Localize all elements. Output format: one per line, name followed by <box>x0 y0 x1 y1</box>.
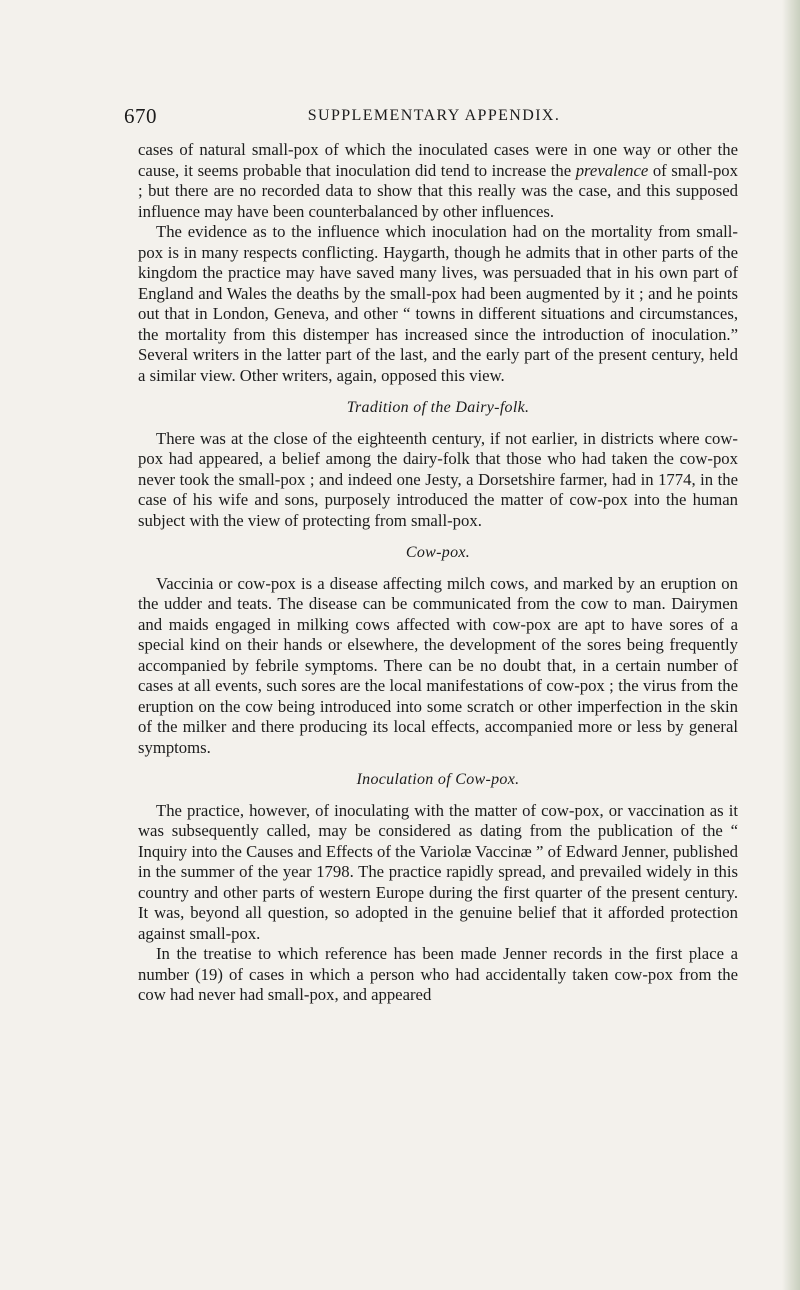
section-heading-cow-pox: Cow-pox. <box>405 544 471 561</box>
section-heading-inoculation: Inoculation of Cow-pox. <box>356 771 520 788</box>
running-head: SUPPLEMENTARY APPENDIX. <box>307 107 561 124</box>
section-heading-dairy-folk: Tradition of the Dairy-folk. <box>346 399 530 416</box>
paragraph-1-start: cases of natural small-pox of which the inoculated cases were in one way or other the cause, it seems probable that inoculation did tend to increase the <box>138 140 738 180</box>
paragraph-1 <box>138 140 738 222</box>
paragraph-4: Vaccinia or cow-pox is a disease affecting milch cows, and marked by an eruption on the udder and teats. The disease can be communicated from the cow to man. Dairymen and maids engaged in milking cows affected with cow-pox are apt to have sores of a special kind on their hands or elsewhere, the development of the sores being frequently accompanied by febrile symptoms. There can be no doubt that, in a certain number of cases at all events, such sores are the local manifestations of cow-pox ; the virus from the eruption on the cow being introduced into some scratch or other imperfection in the skin of the milker and there producing its local effects, accompanied more or less by general symptoms. <box>138 573 738 757</box>
paragraph-2: The evidence as to the influence which inoculation had on the mortality from small-pox is in many respects conflicting. Haygarth, though he admits that in other parts of the kingdom the practice may have saved many lives, was persuaded that in his own part of England and Wales the deaths by the small-pox had been augmented by it ; and he points out that in London, Geneva, and other “ towns in different situations and circumstances, the mortality from this distemper has increased since the introduction of inoculation.” Several writers in the latter part of the last, and the early part of the present century, held a similar view. Other writers, again, opposed this view. <box>138 222 738 385</box>
page-edge <box>782 0 800 1290</box>
page-number: 670 <box>124 104 157 128</box>
paragraph-6: In the treatise to which reference has been made Jenner records in the first place a number (19) of cases in which a person who had accidentally taken cow-pox from the cow had never had small-pox, and appeared <box>138 944 738 1004</box>
paragraph-1-end: of small-pox ; but there are no recorded data to show that this really was the case, and this supposed influence may have been counterbalanced by other influences. <box>138 160 738 221</box>
page-header <box>124 104 744 130</box>
paragraph-3: There was at the close of the eighteenth century, if not earlier, in districts where cow-pox had appeared, a belief among the dairy-folk that those who had taken the cow-pox never took the small-pox ; and indeed one Jesty, a Dorsetshire farmer, had in 1774, in the case of his wife and sons, purposely introduced the matter of cow-pox into the human subject with the view of protecting from small-pox. <box>138 428 738 530</box>
body-text <box>138 140 738 1006</box>
italic-word-prevalence: prevalence <box>575 160 649 180</box>
paragraph-5: The practice, however, of inoculating with the matter of cow-pox, or vaccination as it was subsequently called, may be considered as dating from the publication of the “ Inquiry into the Causes and Effects of the Variolæ Vaccinæ ” of Edward Jenner, published in the summer of the year 1798. The practice rapidly spread, and prevailed widely in this country and other parts of western Europe during the first quarter of the present century. It was, beyond all question, so adopted in the genuine belief that it afforded protection against small-pox. <box>138 800 738 943</box>
